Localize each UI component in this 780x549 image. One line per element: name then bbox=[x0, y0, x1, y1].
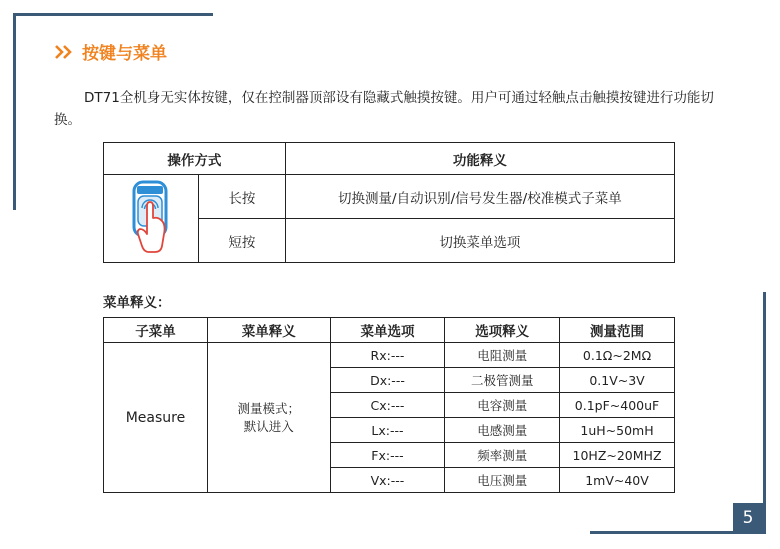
range-cell: 10HZ~20MHZ bbox=[560, 443, 675, 468]
option-meaning-cell: 频率测量 bbox=[445, 443, 560, 468]
menu-header-option-meaning: 选项释义 bbox=[445, 318, 560, 343]
table-row bbox=[104, 175, 675, 219]
page-number: 5 bbox=[733, 503, 763, 533]
table-row bbox=[104, 343, 675, 368]
func-short-press: 切换菜单选项 bbox=[285, 219, 674, 263]
range-cell: 1uH~50mH bbox=[560, 418, 675, 443]
intro-paragraph bbox=[54, 87, 722, 131]
ops-header-function: 功能释义 bbox=[285, 143, 674, 175]
desc-line-2: 默认进入 bbox=[243, 418, 294, 434]
func-long-press: 切换测量/自动识别/信号发生器/校准模式子菜单 bbox=[285, 175, 674, 219]
option-meaning-cell: 电感测量 bbox=[445, 418, 560, 443]
option-cell: Fx:--- bbox=[330, 443, 445, 468]
touch-key-illustration bbox=[104, 175, 199, 263]
frame-top-line bbox=[13, 13, 213, 16]
range-cell: 0.1V~3V bbox=[560, 368, 675, 393]
op-short-press: 短按 bbox=[198, 219, 285, 263]
intro-text: DT71全机身无实体按键，仅在控制器顶部设有隐藏式触摸按键。用户可通过轻触点击触摸按键进行功能切换。 bbox=[54, 90, 714, 128]
menu-header-submenu: 子菜单 bbox=[104, 318, 208, 343]
frame-right-line bbox=[763, 292, 766, 534]
menu-header-meaning: 菜单释义 bbox=[207, 318, 330, 343]
menu-table bbox=[103, 317, 675, 493]
submenu-measure: Measure bbox=[104, 343, 208, 493]
menu-header-range: 测量范围 bbox=[560, 318, 675, 343]
frame-left-line bbox=[13, 13, 16, 210]
range-cell: 0.1pF~400uF bbox=[560, 393, 675, 418]
option-cell: Cx:--- bbox=[330, 393, 445, 418]
option-meaning-cell: 电阻测量 bbox=[445, 343, 560, 368]
op-long-press: 长按 bbox=[198, 175, 285, 219]
section-title: 按键与菜单 bbox=[82, 44, 167, 64]
range-cell: 1mV~40V bbox=[560, 468, 675, 493]
option-meaning-cell: 电容测量 bbox=[445, 393, 560, 418]
menu-heading: 菜单释义： bbox=[103, 295, 171, 311]
ops-header-operation: 操作方式 bbox=[104, 143, 286, 175]
menu-header-option: 菜单选项 bbox=[330, 318, 445, 343]
option-meaning-cell: 电压测量 bbox=[445, 468, 560, 493]
operation-table bbox=[103, 142, 675, 263]
option-cell: Dx:--- bbox=[330, 368, 445, 393]
range-cell: 0.1Ω~2MΩ bbox=[560, 343, 675, 368]
section-heading bbox=[54, 39, 167, 64]
double-chevron-icon bbox=[54, 44, 76, 60]
touch-finger-icon bbox=[121, 178, 181, 256]
option-cell: Vx:--- bbox=[330, 468, 445, 493]
desc-line-1: 测量模式； bbox=[237, 400, 300, 416]
submenu-description bbox=[207, 343, 330, 493]
option-cell: Rx:--- bbox=[330, 343, 445, 368]
option-meaning-cell: 二极管测量 bbox=[445, 368, 560, 393]
option-cell: Lx:--- bbox=[330, 418, 445, 443]
